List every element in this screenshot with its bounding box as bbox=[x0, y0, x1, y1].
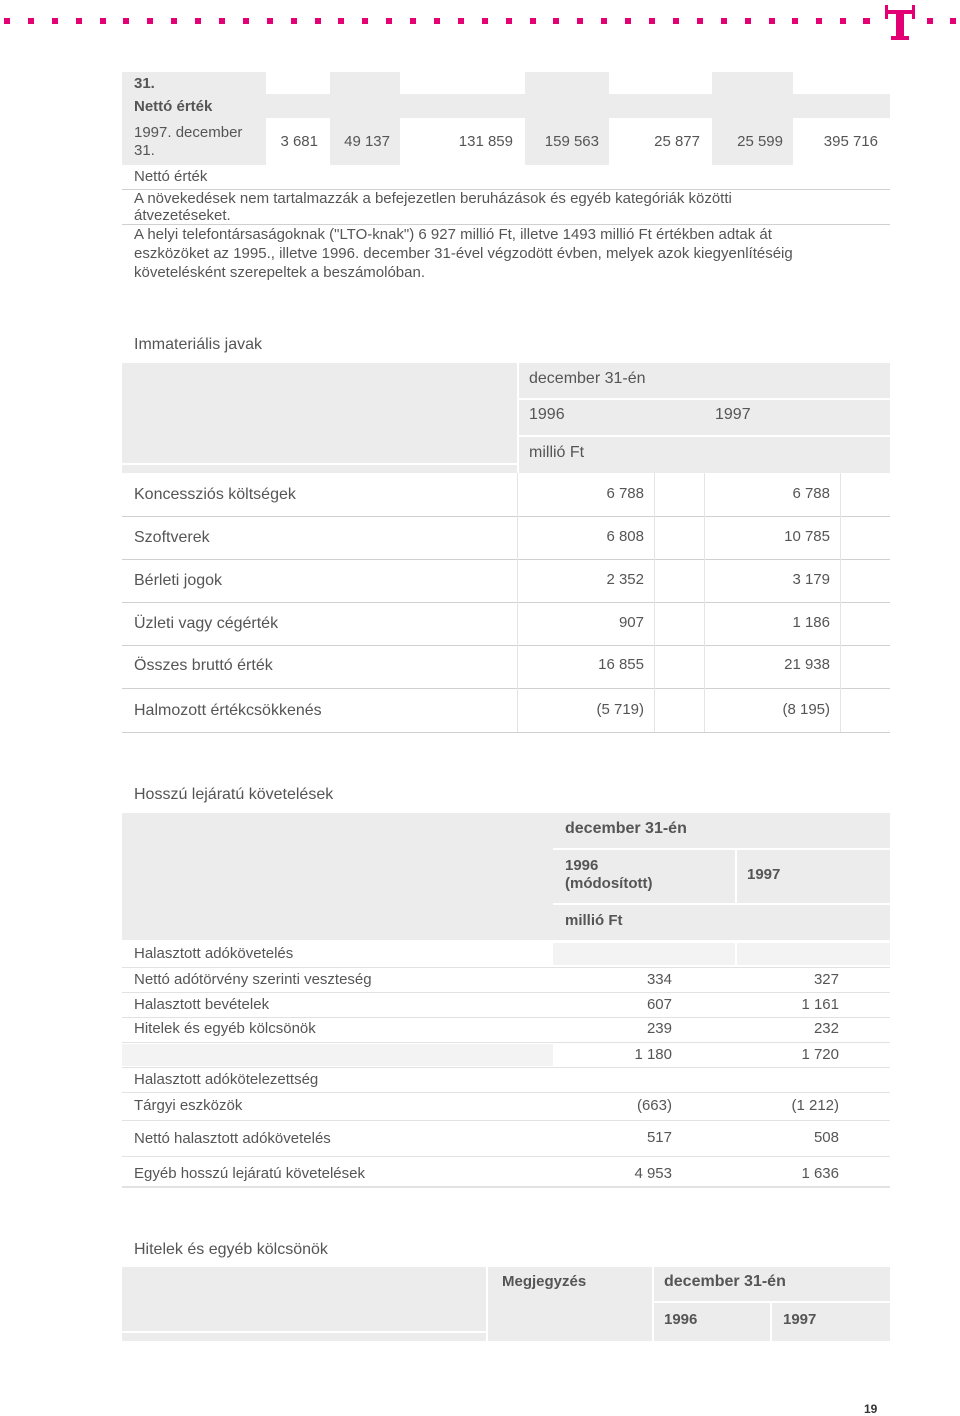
row-label: Halasztott bevételek bbox=[134, 996, 270, 1013]
row-label: 31. bbox=[134, 75, 155, 92]
divider bbox=[122, 1042, 890, 1043]
row-label: Nettó érték bbox=[134, 98, 213, 115]
note-line: eszközöket az 1995., illetve 1996. december 31-ével végzodött évben, melyek azok kiegyenlítéséig bbox=[134, 245, 793, 262]
value-1996: 4 953 bbox=[634, 1165, 672, 1182]
divider bbox=[654, 1301, 890, 1303]
header-year: 1996 bbox=[664, 1311, 698, 1328]
value-1996: 239 bbox=[646, 1020, 672, 1037]
header-date: december 31-én bbox=[565, 820, 687, 837]
row-bg bbox=[737, 943, 890, 965]
row-bg bbox=[122, 94, 890, 118]
header-date: december 31-én bbox=[664, 1273, 786, 1290]
note-line: A növekedések nem tartalmazzák a befejezetlen beruházások és egyéb kategóriák közötti bbox=[134, 190, 732, 207]
value-cell: 25 599 bbox=[737, 133, 783, 150]
divider bbox=[519, 435, 890, 437]
divider bbox=[553, 848, 890, 850]
row-label: 31. bbox=[134, 142, 155, 159]
value-1997: 6 788 bbox=[792, 485, 830, 502]
row-bg bbox=[712, 72, 793, 94]
value-1996: 607 bbox=[646, 996, 672, 1013]
header-year-note: (módosított) bbox=[565, 875, 653, 892]
note-line: átvezetéseket. bbox=[134, 207, 231, 224]
divider bbox=[122, 1156, 890, 1157]
section-title: Hosszú lejáratú követelések bbox=[134, 786, 334, 803]
value-1996: 517 bbox=[646, 1129, 672, 1146]
row-label: Nettó érték bbox=[134, 168, 208, 185]
value-cell: 25 877 bbox=[654, 133, 700, 150]
value-1997: (1 212) bbox=[791, 1097, 839, 1114]
divider bbox=[122, 1017, 890, 1018]
value-cell: 159 563 bbox=[544, 133, 599, 150]
divider bbox=[122, 516, 890, 517]
divider bbox=[122, 1331, 486, 1333]
value-1996: (5 719) bbox=[596, 701, 644, 718]
header-year: 1997 bbox=[747, 866, 781, 883]
value-1997: 3 179 bbox=[792, 571, 830, 588]
value-cell: 395 716 bbox=[823, 133, 878, 150]
column-separator bbox=[517, 473, 518, 732]
brand-dotted-line bbox=[4, 16, 888, 26]
value-1996: 6 808 bbox=[606, 528, 644, 545]
value-1997: (8 195) bbox=[782, 701, 830, 718]
value-1996: 16 855 bbox=[598, 656, 644, 673]
divider bbox=[122, 463, 517, 465]
value-1996: 6 788 bbox=[606, 485, 644, 502]
brand-dot bbox=[950, 18, 956, 24]
divider bbox=[486, 1267, 488, 1341]
value-cell: 131 859 bbox=[458, 133, 513, 150]
header-year: 1997 bbox=[715, 406, 751, 423]
divider bbox=[122, 967, 890, 968]
column-separator bbox=[704, 473, 705, 732]
row-bg bbox=[553, 943, 735, 965]
divider bbox=[122, 732, 890, 733]
row-label: Bérleti jogok bbox=[134, 572, 223, 589]
value-1996: 2 352 bbox=[606, 571, 644, 588]
divider bbox=[122, 602, 890, 603]
divider bbox=[652, 1267, 654, 1341]
divider bbox=[122, 559, 890, 560]
divider bbox=[517, 363, 519, 473]
page-number: 19 bbox=[864, 1402, 878, 1416]
value-1997: 1 720 bbox=[801, 1046, 839, 1063]
value-1997: 1 161 bbox=[801, 996, 839, 1013]
row-label: Koncessziós költségek bbox=[134, 486, 296, 503]
divider bbox=[122, 224, 890, 225]
row-label: Szoftverek bbox=[134, 529, 210, 546]
row-label: Hitelek és egyéb kölcsönök bbox=[134, 1020, 316, 1037]
note-line: követelésként szerepeltek a beszámolóban. bbox=[134, 264, 426, 281]
header-year: 1996 bbox=[565, 857, 599, 874]
divider bbox=[553, 903, 890, 905]
value-1997: 10 785 bbox=[784, 528, 830, 545]
brand-dot bbox=[863, 18, 869, 24]
divider bbox=[122, 1092, 890, 1093]
header-unit: millió Ft bbox=[565, 912, 623, 929]
row-label: Halmozott értékcsökkenés bbox=[134, 702, 322, 719]
row-label: Tárgyi eszközök bbox=[134, 1097, 243, 1114]
row-label: Üzleti vagy cégérték bbox=[134, 615, 279, 632]
section-title: Hitelek és egyéb kölcsönök bbox=[134, 1241, 328, 1258]
row-label: Halasztott adókövetelés bbox=[134, 945, 294, 962]
column-separator bbox=[654, 473, 655, 732]
row-label: Összes bruttó érték bbox=[134, 657, 273, 674]
note-line: A helyi telefontársaságoknak ("LTO-knak") 6 927 millió Ft, illetve 1493 millió Ft értékben adtak át bbox=[134, 226, 772, 243]
value-1996: (663) bbox=[636, 1097, 672, 1114]
value-1997: 1 186 bbox=[792, 614, 830, 631]
divider bbox=[122, 688, 890, 689]
divider bbox=[122, 992, 890, 993]
row-label: 1997. december bbox=[134, 124, 243, 141]
divider bbox=[735, 850, 737, 903]
value-1997: 21 938 bbox=[784, 656, 830, 673]
value-1997: 232 bbox=[813, 1020, 839, 1037]
value-cell: 49 137 bbox=[344, 133, 390, 150]
value-1996: 1 180 bbox=[634, 1046, 672, 1063]
brand-dot bbox=[927, 18, 933, 24]
row-bg bbox=[330, 72, 400, 94]
divider bbox=[122, 1186, 890, 1188]
header-date: december 31-én bbox=[529, 370, 646, 387]
row-bg bbox=[525, 72, 609, 94]
value-1996: 907 bbox=[618, 614, 644, 631]
column-separator bbox=[840, 473, 841, 732]
divider bbox=[122, 1120, 890, 1121]
header-note: Megjegyzés bbox=[502, 1273, 587, 1290]
header-year: 1996 bbox=[529, 406, 565, 423]
row-label: Nettó halasztott adókövetelés bbox=[134, 1130, 331, 1147]
value-1997: 508 bbox=[813, 1129, 839, 1146]
row-label: Halasztott adókötelezettség bbox=[134, 1071, 319, 1088]
header-unit: millió Ft bbox=[529, 444, 585, 461]
divider bbox=[122, 645, 890, 646]
table-header-bg bbox=[122, 363, 890, 473]
divider bbox=[122, 1067, 890, 1068]
row-label: Egyéb hosszú lejáratú követelések bbox=[134, 1165, 365, 1182]
row-bg bbox=[122, 1044, 553, 1066]
value-1996: 334 bbox=[646, 971, 672, 988]
row-label: Nettó adótörvény szerinti veszteség bbox=[134, 971, 372, 988]
value-cell: 3 681 bbox=[280, 133, 318, 150]
telekom-t-logo-icon bbox=[883, 4, 917, 42]
section-title: Immateriális javak bbox=[134, 336, 263, 353]
divider bbox=[519, 398, 890, 400]
value-1997: 327 bbox=[813, 971, 839, 988]
value-1997: 1 636 bbox=[801, 1165, 839, 1182]
header-year: 1997 bbox=[783, 1311, 817, 1328]
divider bbox=[770, 1303, 772, 1341]
